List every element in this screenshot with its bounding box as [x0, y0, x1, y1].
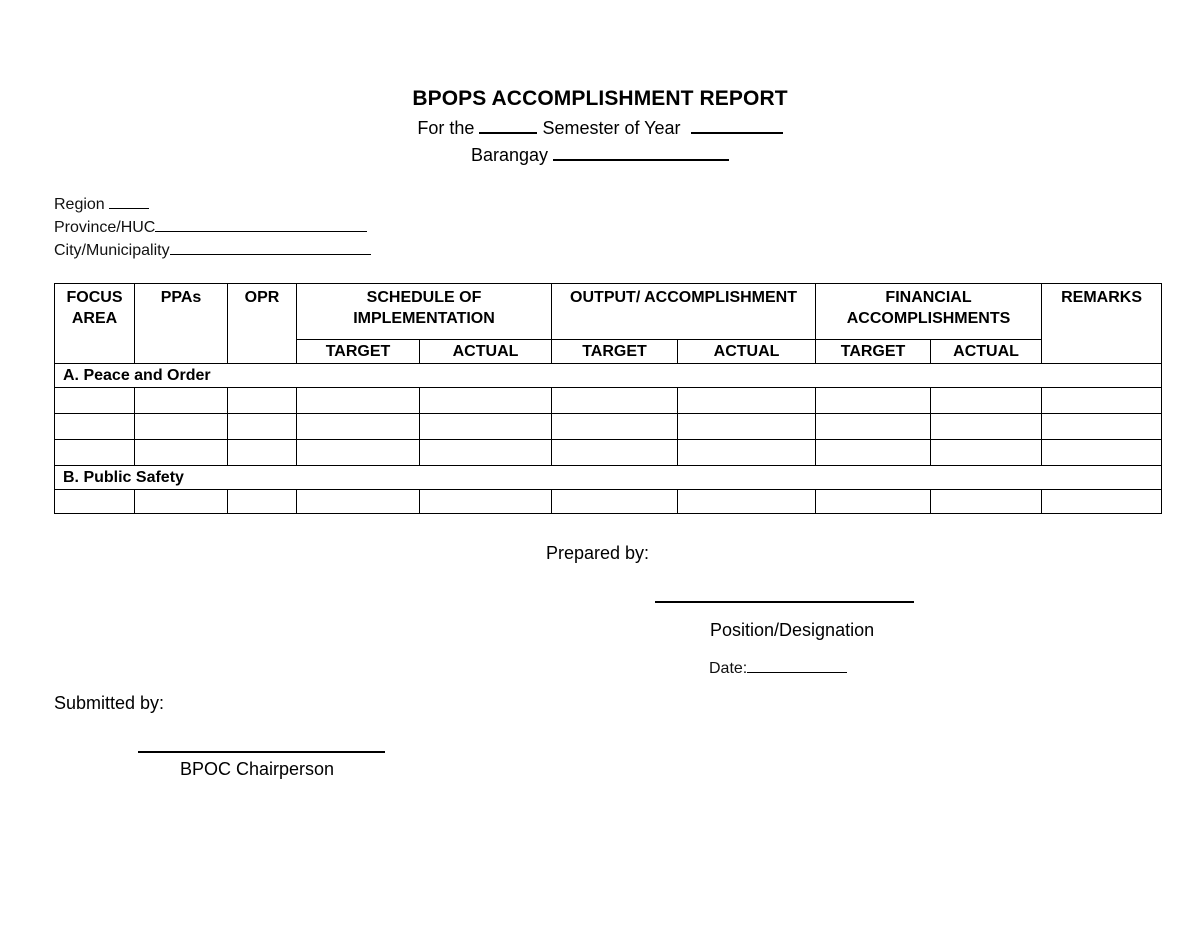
city-label: City/Municipality	[54, 242, 170, 259]
table-cell[interactable]	[55, 440, 135, 466]
table-cell[interactable]	[420, 388, 552, 414]
position-designation-label: Position/Designation	[710, 620, 875, 640]
city-line	[54, 241, 371, 260]
table-cell[interactable]	[420, 490, 552, 514]
table-cell[interactable]	[931, 388, 1042, 414]
table-cell[interactable]	[678, 440, 816, 466]
table-cell[interactable]	[1042, 414, 1162, 440]
table-cell[interactable]	[931, 490, 1042, 514]
table-cell[interactable]	[816, 388, 931, 414]
header-output-actual: ACTUAL	[678, 340, 816, 364]
table-cell[interactable]	[1042, 388, 1162, 414]
prepared-signature-line	[655, 601, 914, 603]
header-financial-actual: ACTUAL	[931, 340, 1042, 364]
table-cell[interactable]	[816, 440, 931, 466]
table-cell[interactable]	[228, 490, 297, 514]
table-cell[interactable]	[135, 388, 228, 414]
section-peace-and-order: A. Peace and Order	[55, 364, 1162, 388]
table-cell[interactable]	[297, 490, 420, 514]
province-label: Province/HUC	[54, 219, 156, 236]
semester-prefix: For the	[417, 118, 475, 138]
table-cell[interactable]	[135, 490, 228, 514]
table-cell[interactable]	[931, 440, 1042, 466]
barangay-label: Barangay	[470, 145, 549, 165]
table-cell[interactable]	[678, 414, 816, 440]
table-cell[interactable]	[1042, 490, 1162, 514]
table-row	[55, 490, 1162, 514]
year-blank	[691, 118, 783, 134]
table-cell[interactable]	[228, 388, 297, 414]
header-opr: OPR	[228, 284, 297, 364]
table-cell[interactable]	[816, 490, 931, 514]
barangay-blank	[553, 145, 729, 161]
table-cell[interactable]	[297, 388, 420, 414]
accomplishment-table	[54, 283, 1162, 514]
region-line	[54, 195, 149, 214]
table-cell[interactable]	[135, 414, 228, 440]
table-cell[interactable]	[297, 440, 420, 466]
semester-line	[0, 118, 1200, 139]
date-label: Date:	[709, 660, 748, 677]
table-cell[interactable]	[552, 490, 678, 514]
header-schedule: SCHEDULE OF IMPLEMENTATION	[297, 284, 552, 340]
header-schedule-target: TARGET	[297, 340, 420, 364]
table-cell[interactable]	[1042, 440, 1162, 466]
province-line	[54, 218, 367, 237]
table-cell[interactable]	[931, 414, 1042, 440]
table-cell[interactable]	[678, 490, 816, 514]
table-cell[interactable]	[135, 440, 228, 466]
report-title: BPOPS ACCOMPLISHMENT REPORT	[412, 87, 788, 110]
header-financial: FINANCIAL ACCOMPLISHMENTS	[816, 284, 1042, 340]
table-cell[interactable]	[552, 388, 678, 414]
semester-middle: Semester of Year	[542, 118, 681, 138]
section-public-safety: B. Public Safety	[55, 466, 1162, 490]
date-line	[709, 659, 847, 678]
barangay-line	[0, 145, 1200, 166]
submitted-signature-line	[138, 751, 385, 753]
bpoc-chairperson-label: BPOC Chairperson	[180, 759, 335, 779]
table-cell[interactable]	[297, 414, 420, 440]
header-focus-area: FOCUS AREA	[55, 284, 135, 364]
table-cell[interactable]	[55, 388, 135, 414]
table-cell[interactable]	[552, 414, 678, 440]
header-remarks: REMARKS	[1042, 284, 1162, 364]
table-cell[interactable]	[55, 414, 135, 440]
header-ppas: PPAs	[135, 284, 228, 364]
date-blank	[747, 659, 847, 673]
table-cell[interactable]	[420, 440, 552, 466]
table-cell[interactable]	[55, 490, 135, 514]
table-cell[interactable]	[552, 440, 678, 466]
prepared-by-label: Prepared by:	[546, 543, 650, 563]
city-blank	[170, 241, 371, 255]
table-row	[55, 388, 1162, 414]
submitted-by-label: Submitted by:	[54, 693, 165, 713]
table-cell[interactable]	[816, 414, 931, 440]
header-output: OUTPUT/ ACCOMPLISHMENT	[552, 284, 816, 340]
header-financial-target: TARGET	[816, 340, 931, 364]
table-cell[interactable]	[228, 414, 297, 440]
header-output-target: TARGET	[552, 340, 678, 364]
province-blank	[155, 218, 367, 232]
region-blank	[109, 195, 149, 209]
table-cell[interactable]	[228, 440, 297, 466]
table-row	[55, 440, 1162, 466]
header-schedule-actual: ACTUAL	[420, 340, 552, 364]
table-cell[interactable]	[420, 414, 552, 440]
table-cell[interactable]	[678, 388, 816, 414]
semester-blank	[479, 118, 537, 134]
region-label: Region	[54, 196, 105, 213]
table-row	[55, 414, 1162, 440]
